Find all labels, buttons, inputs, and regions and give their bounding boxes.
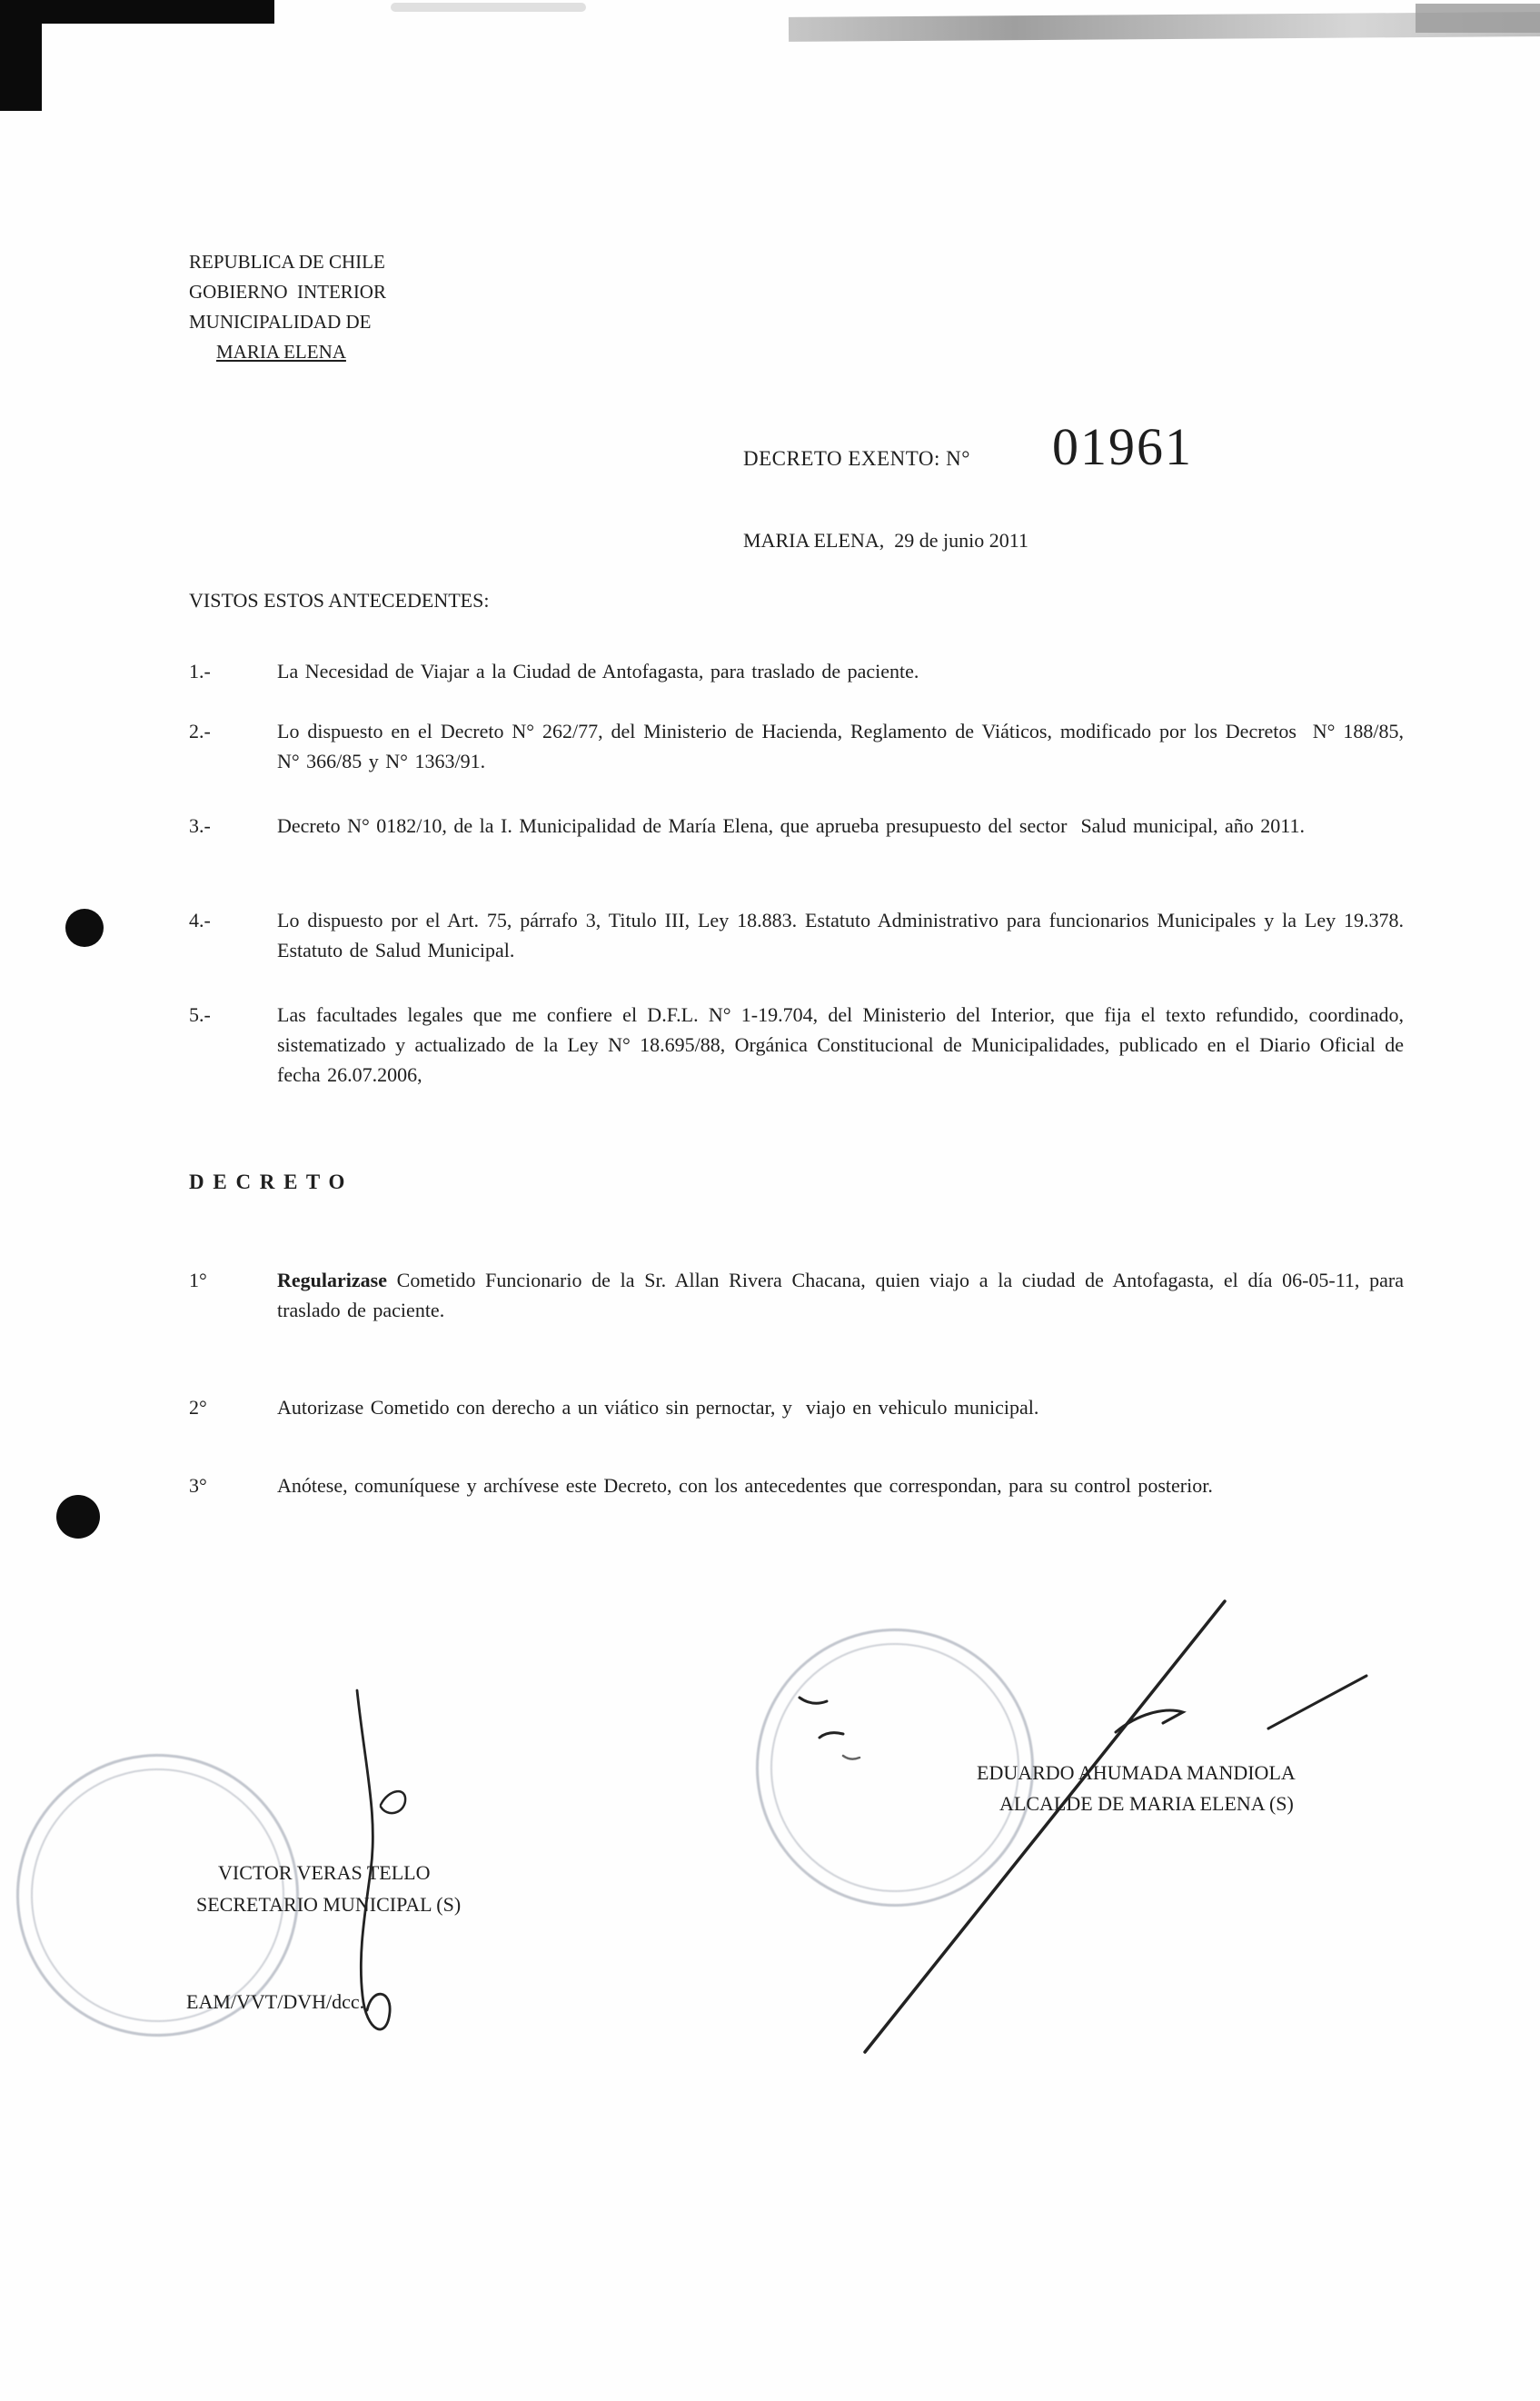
item-text: Las facultades legales que me confiere el D.F.L. N° 1-19.704, del Ministerio del Interior, que fija el texto refundido, coordinado, sistematizado y actualizado de la Ley N° 18.695/88, Orgánica Constitucional de Municipalidades, publicado en el Diario Oficial de fecha 26.07.2006, bbox=[277, 1003, 1411, 1086]
item-text: Lo dispuesto por el Art. 75, párrafo 3, Titulo III, Ley 18.883. Estatuto Administrativo para funcionarios Municipales y la Ley 19.378. Estatuto de Salud Municipal. bbox=[277, 909, 1411, 961]
punch-hole-mark bbox=[56, 1495, 100, 1539]
item-number: 4.- bbox=[189, 909, 211, 932]
letterhead-government: GOBIERNO INTERIOR bbox=[189, 281, 386, 303]
item-number: 1.- bbox=[189, 660, 211, 682]
secretary-name: VICTOR VERAS TELLO bbox=[218, 1861, 431, 1884]
item-text: La Necesidad de Viajar a la Ciudad de Antofagasta, para traslado de paciente. bbox=[277, 660, 919, 682]
antecedent-item-2 bbox=[189, 716, 1417, 776]
item-text bbox=[277, 1265, 1411, 1325]
place-and-date: MARIA ELENA, 29 de junio 2011 bbox=[743, 529, 1028, 552]
item-text: Decreto N° 0182/10, de la I. Municipalidad de María Elena, que aprueba presupuesto del sector Salud municipal, año 2011. bbox=[277, 814, 1305, 837]
mayor-signature-flourish bbox=[1268, 1676, 1366, 1729]
item-bold-lead: Regularizase bbox=[277, 1269, 387, 1291]
decreto-heading: D E C R E T O bbox=[189, 1171, 347, 1193]
item-body: Cometido Funcionario de la Sr. Allan Rivera Chacana, quien viajo a la ciudad de Antofagasta, el día 06-05-11, para traslado de paciente. bbox=[277, 1269, 1411, 1321]
letterhead-country: REPUBLICA DE CHILE bbox=[189, 251, 385, 273]
decreto-item-2 bbox=[189, 1392, 1411, 1422]
antecedent-item-5 bbox=[189, 1000, 1411, 1090]
scan-artifact-smudge bbox=[391, 3, 586, 12]
item-number: 3° bbox=[189, 1474, 207, 1497]
vistos-heading: VISTOS ESTOS ANTECEDENTES: bbox=[189, 589, 490, 612]
decreto-item-3 bbox=[189, 1470, 1411, 1500]
item-text: Autorizase Cometido con derecho a un viático sin pernoctar, y viajo en vehiculo municipal. bbox=[277, 1396, 1039, 1419]
letterhead bbox=[189, 247, 386, 367]
punch-hole-mark bbox=[65, 909, 104, 947]
secretary-signature-loop bbox=[381, 1791, 405, 1813]
mayor-name: EDUARDO AHUMADA MANDIOLA bbox=[977, 1761, 1296, 1784]
item-text: Lo dispuesto en el Decreto N° 262/77, del Ministerio de Hacienda, Reglamento de Viáticos, modificado por los Decretos N° 188/85, N° 366/85 y N° 1363/91. bbox=[277, 720, 1417, 772]
scan-artifact-black-strip bbox=[0, 0, 42, 111]
antecedent-item-1 bbox=[189, 656, 1411, 686]
letterhead-municipality-name: MARIA ELENA bbox=[216, 341, 346, 363]
item-number: 1° bbox=[189, 1269, 207, 1291]
item-number: 3.- bbox=[189, 814, 211, 837]
item-number: 2.- bbox=[189, 720, 211, 742]
antecedent-item-4 bbox=[189, 905, 1411, 965]
decreto-item-1 bbox=[189, 1265, 1411, 1325]
secretary-signature-stroke bbox=[357, 1690, 390, 2029]
decree-number: 01961 bbox=[1052, 417, 1193, 476]
decree-exempt-label: DECRETO EXENTO: N° bbox=[743, 447, 970, 470]
item-number: 5.- bbox=[189, 1003, 211, 1026]
scan-artifact-grey-corner bbox=[1416, 4, 1540, 33]
mayor-title: ALCALDE DE MARIA ELENA (S) bbox=[999, 1792, 1294, 1815]
antecedent-item-3 bbox=[189, 811, 1411, 841]
mayor-signature-hook bbox=[1116, 1710, 1183, 1732]
document-initials: EAM/VVT/DVH/dcc. bbox=[186, 1990, 365, 2013]
letterhead-municipality-label: MUNICIPALIDAD DE bbox=[189, 311, 372, 333]
item-number: 2° bbox=[189, 1396, 207, 1419]
secretary-title: SECRETARIO MUNICIPAL (S) bbox=[196, 1893, 462, 1916]
item-text: Anótese, comuníquese y archívese este Decreto, con los antecedentes que correspondan, para su control posterior. bbox=[277, 1474, 1213, 1497]
